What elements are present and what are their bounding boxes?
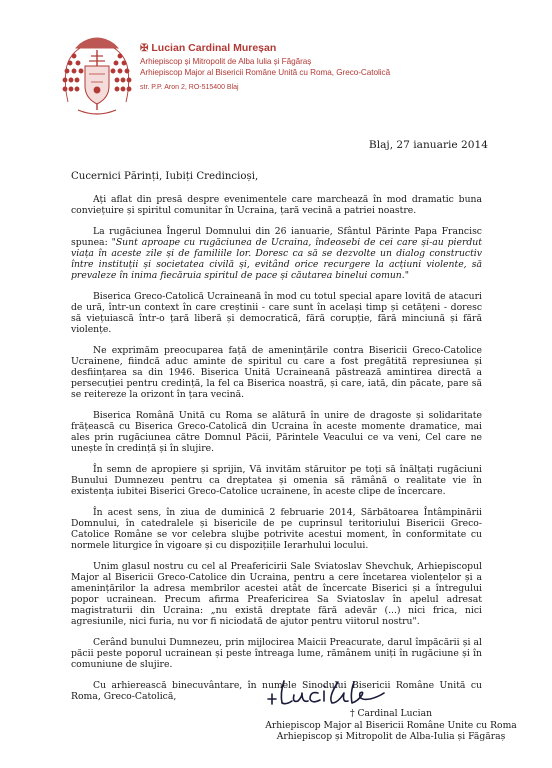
paragraph-3: Biserica Greco-Catolică Ucraineană în mod cu totul special apare lovită de atacuri de ură, într-un context în care creștinii - care sunt în același timp și cetățeni - doresc să viețuiască într-o țară liberă și democratică, fără corupție, fără minciună și fără violențe. [71,290,482,336]
pope-quote: "Sunt aproape cu rugăciunea de Ucraina, îndeosebi de cei care și-au pierdut viața în aceste zile și de familiile lor. Doresc ca să se dezvolte un dialog constructiv între instituții și societatea civilă și, evitând orice recurgere la acțiuni violente, să prevaleze în inima fiecăruia spiritul de pace și căutarea binelui comun." [71,236,482,282]
paragraph-5: Biserica Română Unită cu Roma se alătură în unire de dragoste și solidaritate frățească cu Biserica Greco-Catolică din Ucraina în aceste momente dramatice, mai ales prin rugăciunea către Domnul Păcii, Părintele Veacului ce va veni, Cel care ne unește în credință și în slujire. [71,409,482,455]
paragraph-10: Cu arhierească binecuvântare, în numele Sinodului Bisericii Române Unită cu Roma, Greco-Catolică, [71,679,482,702]
handwritten-signature [262,673,392,713]
paragraph-6: În semn de apropiere și sprijin, Vă invităm stăruitor pe toți să înălțați rugăciuni Bunului Dumnezeu pentru ca dreptatea și omenia să rămână o realitate vie în existența iubitei Biserici Greco-Catolice ucrainene, în aceste clipe de încercare. [71,463,482,498]
signatory-title-2: Arhiepiscop și Mitropolit de Alba-Iulia și Făgăraș [276,731,506,742]
letter-body [71,171,482,708]
paragraph-4: Ne exprimăm preocuparea față de amenințările contra Bisericii Greco-Catolice Ucrainene, fiindcă aduc aminte de spiritul cu care a fost pregătită represiunea și desființarea sa din 1946. Biserica Unită Ucraineană păstrează amintirea directă a persecuției pentru credință, la fel ca Biserica noastră, și care, iată, din păcate, pare să se reitereze la orizont în țara vecină. [71,344,482,401]
salutation: Cucernici Părinți, Iubiți Credincioși, [71,171,259,182]
letterhead [140,42,390,91]
paragraph-7: În acest sens, în ziua de duminică 2 februarie 2014, Sărbătoarea Întâmpinării Domnului, în catedralele și bisericile de pe cuprinsul teritoriului Bisericii Greco-Catolice Române se vor celebra slujbe potrivite acestui moment, în conformitate cu normele liturgice în vigoare și cu dispozițiile Ierarhului locului. [71,506,482,552]
paragraph-8: Unim glasul nostru cu cel al Preafericirii Sale Sviatoslav Shevchuk, Arhiepiscopul Major al Bisericii Greco-Catolice din Ucraina, pentru a cere încetarea violențelor și a amenințărilor la adresa membrilor acestei atât de încercate Biserici și a întregului popor ucrainean. Precum afirma Preafericirea Sa Sviatoslav în apelul adresat magistraturii din Ucraina: „nu există dreptate fără adevăr (...) nici frica, nici agresiunile, nici furia, nu vor fi niciodată de ajutor pentru viitorul nostru". [71,560,482,628]
paragraph-9: Cerând bunului Dumnezeu, prin mijlocirea Maicii Preacurate, darul împăcării și al păcii peste poporul ucrainean și peste întreaga lume, rămânem uniți în rugăciune și în comuniune de slujire. [71,636,482,671]
letterhead-title-2: Arhiepiscop Major al Bisericii Române Unită cu Roma, Greco-Catolică [140,67,391,77]
letterhead-title-1: Arhiepiscop și Mitropolit de Alba Iulia și Făgăraș [140,57,312,66]
coat-of-arms-logo [58,30,136,122]
cardinal-name: Lucian Cardinal Mureșan [151,42,277,54]
paragraph-2 [71,226,482,281]
signatory-name: † Cardinal Lucian [350,708,432,719]
letterhead-address: str. P.P. Aron 2, RO-515400 Blaj [140,84,239,91]
paragraph-2-intro: La rugăciunea Îngerul Domnului din 26 ianuarie, Sfântul Părinte Papa Francisc spunea: [71,225,482,248]
signatory-title-1: Arhiepiscop Major al Bisericii Române Unite cu Roma [265,719,517,731]
letter-date: Blaj, 27 ianuarie 2014 [368,139,488,151]
paragraph-1: Ați aflat din presă despre evenimentele care marchează în mod dramatic buna conviețuire și spiritul comunitar în Ucraina, țară vecină a patriei noastre. [71,194,482,217]
cross-icon: ✠ [140,43,149,54]
signature-block [256,708,526,743]
